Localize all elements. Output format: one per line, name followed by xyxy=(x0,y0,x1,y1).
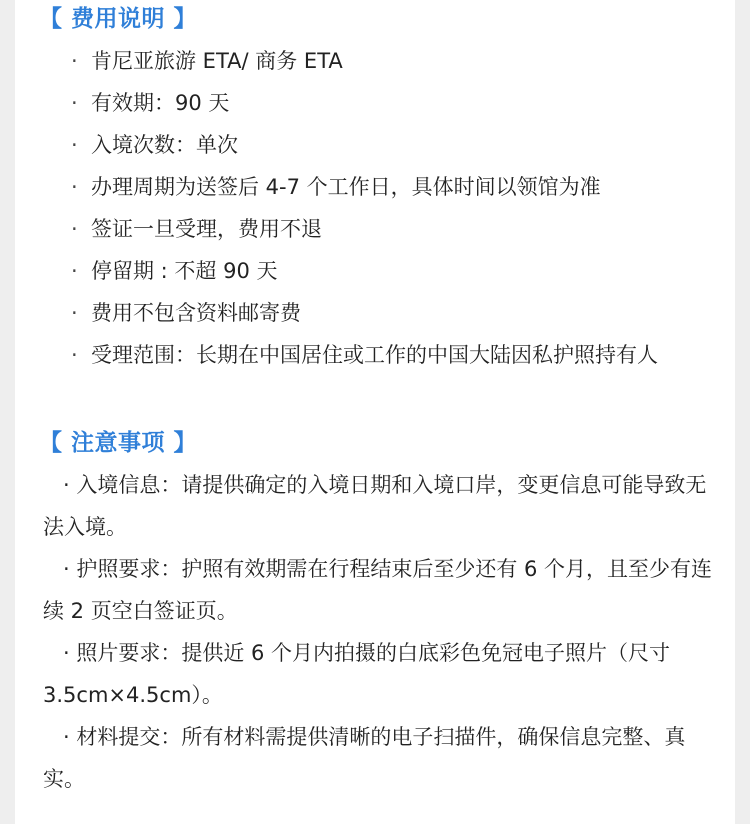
list-item xyxy=(71,208,658,250)
list-item-text: 有效期：90 天 xyxy=(91,91,230,115)
notes-list xyxy=(43,464,713,800)
list-item-text: 受理范围：长期在中国居住或工作的中国大陆因私护照持有人 xyxy=(91,343,658,367)
bullet-dot: · xyxy=(71,49,78,73)
list-item xyxy=(71,250,658,292)
bullet-dot: · xyxy=(71,91,78,115)
list-item-text: 肯尼亚旅游 ETA/ 商务 ETA xyxy=(91,49,343,73)
list-item xyxy=(71,334,658,376)
list-item xyxy=(71,166,658,208)
list-item-text: 停留期 : 不超 90 天 xyxy=(91,259,278,283)
bullet-dot: · xyxy=(71,301,78,325)
bullet-dot: · xyxy=(71,133,78,157)
note-paragraph: · 入境信息：请提供确定的入境日期和入境口岸，变更信息可能导致无法入境。 xyxy=(43,473,707,539)
list-item xyxy=(71,292,658,334)
list-item-text: 入境次数：单次 xyxy=(91,133,238,157)
list-item xyxy=(71,40,658,82)
note-paragraph: · 照片要求：提供近 6 个月内拍摄的白底彩色免冠电子照片（尺寸 3.5cm×4.5cm）。 xyxy=(43,641,671,707)
list-item xyxy=(71,124,658,166)
fee-section-title: 【 费用说明 】 xyxy=(39,6,198,32)
list-item-text: 办理周期为送签后 4-7 个工作日，具体时间以领馆为准 xyxy=(91,175,601,199)
list-item-text: 费用不包含资料邮寄费 xyxy=(91,301,301,325)
fee-list xyxy=(71,40,658,376)
bullet-dot: · xyxy=(71,343,78,367)
notes-section-title: 【 注意事项 】 xyxy=(39,430,198,456)
bullet-dot: · xyxy=(71,175,78,199)
note-paragraph: · 护照要求：护照有效期需在行程结束后至少还有 6 个月，且至少有连续 2 页空白签证页。 xyxy=(43,557,713,623)
list-item-text: 签证一旦受理，费用不退 xyxy=(91,217,322,241)
list-item xyxy=(71,82,658,124)
content-card xyxy=(15,0,735,824)
bullet-dot: · xyxy=(71,217,78,241)
bullet-dot: · xyxy=(71,259,78,283)
note-paragraph: · 材料提交：所有材料需提供清晰的电子扫描件，确保信息完整、真实。 xyxy=(43,725,686,791)
